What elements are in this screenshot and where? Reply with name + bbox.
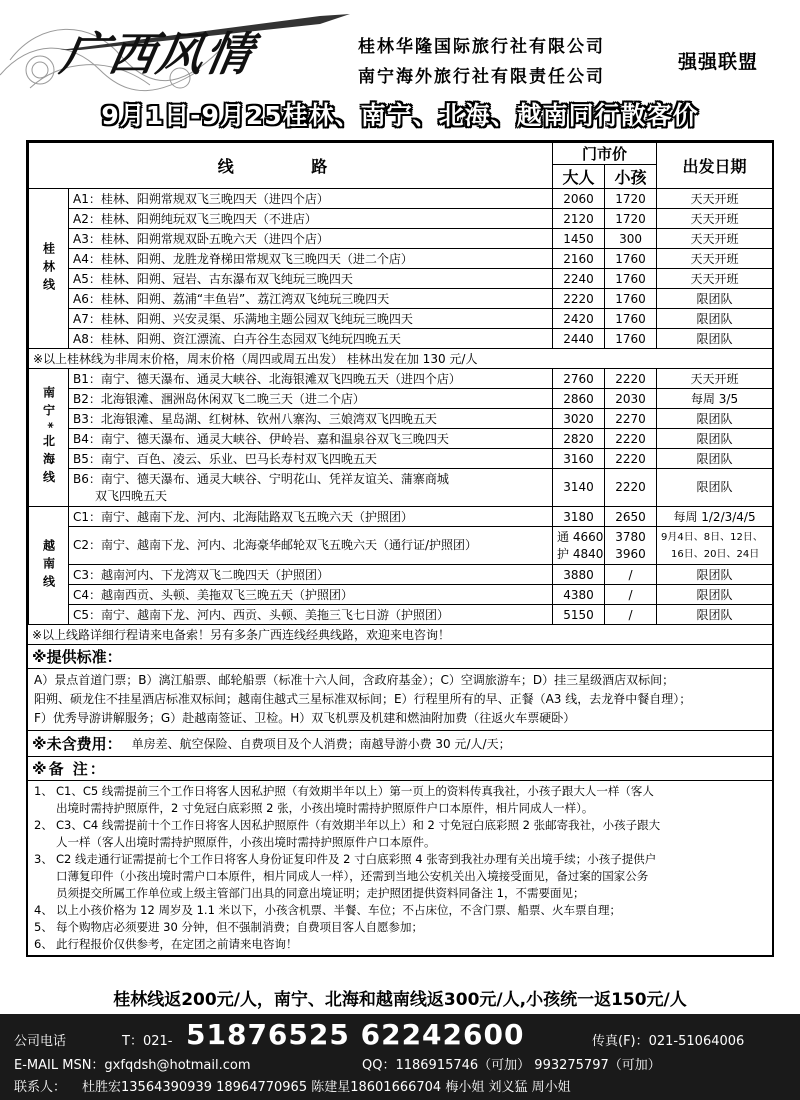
child-price	[605, 507, 657, 527]
child-price-value: 2220	[615, 480, 646, 494]
child-price	[605, 189, 657, 209]
route-cell	[69, 189, 553, 209]
child-price	[605, 369, 657, 389]
phone-label: 公司电话	[14, 1034, 67, 1049]
table-row	[29, 605, 773, 625]
child-price	[605, 249, 657, 269]
route-cell	[69, 507, 553, 527]
table-row	[29, 209, 773, 229]
child-price-value: 2030	[615, 391, 646, 406]
route-cell	[69, 565, 553, 585]
col-date-header: 出发日期	[657, 143, 773, 189]
departure-date-value: 限团队	[696, 568, 733, 582]
adult-price	[553, 527, 605, 565]
alliance-label: 强强联盟	[678, 51, 759, 73]
table-row	[29, 409, 773, 429]
route-name: A5：桂林、阳朔、冠岩、古东瀑布双飞纯玩三晚四天	[73, 272, 353, 286]
route-name: A2：桂林、阳朔纯玩双飞三晚四天（不进店）	[73, 212, 317, 226]
remark-line: C3、C4 线需提前十个工作日将客人因私护照原件（有效期半年以上）和 2 寸免冠白底彩照 2 张邮寄我社，小孩子跟大	[56, 818, 661, 832]
departure-date	[657, 449, 773, 469]
child-price	[605, 389, 657, 409]
rebate-banner: 桂林线返200元/人，南宁、北海和越南线返300元/人,小孩统一返150元/人	[113, 990, 687, 1010]
departure-date	[657, 469, 773, 507]
child-price	[605, 269, 657, 289]
departure-date	[657, 209, 773, 229]
departure-date-value: 9月4日、8日、12日、	[661, 531, 763, 543]
child-price-value: 1760	[615, 251, 646, 266]
child-price	[605, 527, 657, 565]
remark-line: 员须提交所属工作单位或上级主管部门出具的同意出境证明；走护照团提供资料同备注 1，不需要面见；	[56, 886, 585, 900]
departure-date-value: 天天开班	[690, 252, 739, 266]
remark-number: 2、	[34, 818, 53, 832]
adult-price	[553, 209, 605, 229]
adult-price-value: 4380	[563, 587, 594, 602]
contact-label: 联系人：	[14, 1080, 67, 1095]
table-row	[29, 249, 773, 269]
departure-date	[657, 527, 773, 565]
child-price-value: 1760	[615, 291, 646, 306]
adult-price	[553, 605, 605, 625]
route-name: B4：南宁、德天瀑布、通灵大峡谷、伊岭岩、嘉和温泉谷双飞三晚四天	[73, 432, 449, 446]
excluded-section	[28, 731, 772, 757]
adult-price-value: 3180	[563, 509, 594, 524]
email: E-MAIL MSN：gxfqdsh@hotmail.com	[14, 1058, 251, 1073]
remark-number: 5、	[34, 920, 53, 934]
route-name: C3：越南河内、下龙湾双飞二晚四天（护照团）	[73, 568, 330, 582]
departure-date-value: 限团队	[696, 332, 733, 346]
table-row	[29, 565, 773, 585]
route-cell	[69, 369, 553, 389]
adult-price	[553, 269, 605, 289]
child-price	[605, 469, 657, 507]
table-row	[29, 527, 773, 565]
route-name: A1：桂林、阳朔常规双飞三晚四天（进四个店）	[73, 192, 329, 206]
departure-date-value: 限团队	[696, 452, 733, 466]
route-cell	[69, 449, 553, 469]
route-cell	[69, 209, 553, 229]
departure-date-value: 限团队	[696, 608, 733, 622]
adult-price-value: 2860	[563, 391, 594, 406]
table-row	[29, 449, 773, 469]
table-row	[29, 189, 773, 209]
group-label: 桂林线	[29, 189, 69, 349]
adult-price	[553, 565, 605, 585]
remark-item	[28, 919, 772, 936]
route-cell	[69, 585, 553, 605]
route-name: C1：南宁、越南下龙、河内、北海陆路双飞五晚六天（护照团）	[73, 510, 414, 524]
route-cell	[69, 249, 553, 269]
child-price-value: 1760	[615, 271, 646, 286]
adult-price	[553, 289, 605, 309]
child-price	[605, 309, 657, 329]
remark-line: C1、C5 线需提前三个工作日将客人因私护照（有效期半年以上）第一页上的资料传真我社，小孩子跟大人一样（客人	[56, 784, 654, 798]
route-name: B3：北海银滩、星岛湖、红树林、钦州八寨沟、三娘湾双飞四晚五天	[73, 412, 437, 426]
adult-price	[553, 409, 605, 429]
child-price-value: 300	[619, 231, 642, 246]
remark-number: 6、	[34, 937, 53, 951]
route-name: B6：南宁、德天瀑布、通灵大峡谷、宁明花山、凭祥友谊关、蒲寨商城	[73, 471, 449, 486]
fax-number: 传真(F)：021-51064006	[592, 1034, 745, 1049]
adult-price	[553, 389, 605, 409]
footer	[0, 1014, 800, 1100]
child-price-value: 3780	[615, 529, 646, 544]
adult-price-value: 5150	[563, 607, 594, 622]
table-row	[29, 229, 773, 249]
table-row	[29, 329, 773, 349]
departure-date	[657, 605, 773, 625]
brand-logo: 广西风情	[56, 27, 259, 81]
adult-price	[553, 469, 605, 507]
adult-price-value: 2820	[563, 431, 594, 446]
route-cell	[69, 605, 553, 625]
adult-price-value: 2060	[563, 191, 594, 206]
route-cell	[69, 329, 553, 349]
departure-date-value: 每周 1/2/3/4/5	[673, 510, 756, 524]
remark-line: C2 线走通行证需提前七个工作日将客人身份证复印件及 2 寸白底彩照 4 张寄到我社办理有关出境手续；小孩子提供户	[56, 852, 657, 866]
child-price	[605, 289, 657, 309]
header	[0, 0, 800, 92]
table-row	[29, 369, 773, 389]
child-price-value: 1760	[615, 311, 646, 326]
remark-item	[28, 783, 772, 817]
child-price-value: 2650	[615, 509, 646, 524]
child-price-value: /	[628, 607, 633, 622]
table-row	[29, 389, 773, 409]
excluded-text: 单房差、航空保险、自费项目及个人消费；南越导游小费 30 元/人/天；	[131, 737, 511, 751]
route-cell	[69, 309, 553, 329]
adult-price	[553, 429, 605, 449]
company-name-1: 桂林华隆国际旅行社有限公司	[358, 37, 605, 57]
adult-price	[553, 369, 605, 389]
group-label: 越南线	[29, 507, 69, 625]
departure-date	[657, 389, 773, 409]
route-cell	[69, 409, 553, 429]
remark-line: 人一样（客人出境时需持护照原件，小孩出境时需持护照原件户口本原件。	[56, 835, 436, 849]
child-price	[605, 409, 657, 429]
remark-number: 4、	[34, 903, 53, 917]
child-price	[605, 449, 657, 469]
remark-line: 以上小孩价格为 12 周岁及 1.1 米以下，小孩含机票、半餐、车位；不占床位，不含门票、船票、火车票自理；	[56, 903, 622, 917]
company-name-2: 南宁海外旅行社有限责任公司	[358, 67, 605, 87]
adult-price-value: 1450	[563, 231, 594, 246]
route-name: B1：南宁、德天瀑布、通灵大峡谷、北海银滩双飞四晚五天（进四个店）	[73, 372, 461, 386]
adult-price-value: 3160	[563, 451, 594, 466]
departure-date-value: 限团队	[696, 292, 733, 306]
child-price	[605, 229, 657, 249]
standard-body	[28, 669, 772, 731]
standard-line: 阳朔、硕龙住不挂星酒店标准双标间；越南住越式三星标准双标间；E）行程里所有的早、正餐（A3 线，去龙脊中餐自理）；	[34, 692, 692, 706]
departure-date	[657, 409, 773, 429]
remark-item	[28, 902, 772, 919]
departure-date	[657, 229, 773, 249]
departure-date-value: 限团队	[696, 312, 733, 326]
route-table	[28, 142, 773, 625]
route-cell	[69, 269, 553, 289]
remark-line: 此行程报价仅供参考，在定团之前请来电咨询！	[56, 937, 298, 951]
standard-line: F）优秀导游讲解服务；G）赴越南签证、卫检。H）双飞机票及机建和燃油附加费（往返火车票硬卧）	[34, 711, 576, 725]
route-name: C2：南宁、越南下龙、河内、北海豪华邮轮双飞五晚六天（通行证/护照团）	[73, 538, 478, 552]
adult-price	[553, 249, 605, 269]
departure-date-value: 限团队	[696, 588, 733, 602]
route-cell	[69, 229, 553, 249]
note-all-routes: ※以上线路详细行程请来电备索！另有多条广西连线经典线路，欢迎来电咨询！	[28, 625, 772, 645]
child-price	[605, 429, 657, 449]
child-price-value: /	[628, 587, 633, 602]
route-name: B5：南宁、百色、凌云、乐业、巴马长寿村双飞四晚五天	[73, 452, 377, 466]
adult-price-value: 2440	[563, 331, 594, 346]
route-name: A6：桂林、阳朔、荔浦“丰鱼岩”、荔江湾双飞纯玩三晚四天	[73, 292, 390, 306]
departure-date	[657, 329, 773, 349]
col-route-header: 线 路	[29, 143, 553, 189]
adult-price-value: 3140	[563, 480, 594, 494]
remark-number: 1、	[34, 784, 53, 798]
child-price-value: 1720	[615, 191, 646, 206]
departure-date-value: 限团队	[696, 432, 733, 446]
remark-line: 口薄复印件（小孩出境时需户口本原件，相片同成人一样），还需到当地公安机关出入境接受面见，备过案的国家公务	[56, 869, 649, 883]
departure-date	[657, 269, 773, 289]
route-name: C4：越南西贡、头顿、美拖双飞三晚五天（护照团）	[73, 588, 354, 602]
adult-price	[553, 309, 605, 329]
phone-numbers: 51876525 62242600	[186, 1018, 525, 1051]
adult-price	[553, 189, 605, 209]
departure-date	[657, 189, 773, 209]
departure-date-value: 天天开班	[690, 192, 739, 206]
departure-date-value: 天天开班	[690, 232, 739, 246]
standard-line: A）景点首道门票；B）漓江船票、邮轮船票（标准十六人间，含政府基金）；C）空调旅游车；D）挂三星级酒店双标间；	[34, 673, 675, 687]
route-name-cont: 双飞四晚五天	[95, 488, 168, 503]
remark-line: 每个购物店必须要进 30 分钟，但不强制消费；自费项目客人自愿参加；	[56, 920, 423, 934]
child-price	[605, 605, 657, 625]
adult-price-value: 2220	[563, 291, 594, 306]
adult-price	[553, 449, 605, 469]
remark-item	[28, 851, 772, 902]
departure-date	[657, 249, 773, 269]
route-name: A4：桂林、阳朔、龙胜龙脊梯田常规双飞三晚四天（进二个店）	[73, 252, 413, 266]
table-row	[29, 585, 773, 605]
adult-price	[553, 329, 605, 349]
price-sheet	[26, 140, 774, 957]
adult-price	[553, 229, 605, 249]
route-cell	[69, 389, 553, 409]
table-row	[29, 309, 773, 329]
phone-prefix: T：021-	[122, 1034, 173, 1049]
departure-date-value: 16日、20日、24日	[671, 548, 760, 560]
departure-date-value: 天天开班	[690, 272, 739, 286]
child-price-value: 2220	[615, 451, 646, 466]
departure-date	[657, 507, 773, 527]
departure-date	[657, 585, 773, 605]
departure-date	[657, 309, 773, 329]
departure-date	[657, 289, 773, 309]
child-price-value: 1720	[615, 211, 646, 226]
departure-date-value: 每周 3/5	[690, 392, 739, 406]
remark-line: 出境时需持护照原件，2 寸免冠白底彩照 2 张，小孩出境时需持护照原件户口本原件，相片同成人一样）。	[56, 801, 594, 815]
child-price	[605, 585, 657, 605]
note-row	[29, 349, 773, 369]
child-price-value: 1760	[615, 331, 646, 346]
adult-price-value: 2160	[563, 251, 594, 266]
route-cell	[69, 429, 553, 449]
table-row	[29, 429, 773, 449]
route-cell	[69, 289, 553, 309]
departure-date-value: 限团队	[696, 412, 733, 426]
child-price	[605, 209, 657, 229]
route-name: C5：南宁、越南下龙、河内、西贡、头顿、美拖三飞七日游（护照团）	[73, 608, 450, 622]
route-name: A3：桂林、阳朔常规双卧五晚六天（进四个店）	[73, 232, 329, 246]
departure-date	[657, 565, 773, 585]
route-name: A8：桂林、阳朔、资江漂流、白卉谷生态园双飞纯玩四晚五天	[73, 332, 401, 346]
departure-date	[657, 369, 773, 389]
adult-price-value: 3020	[563, 411, 594, 426]
table-row	[29, 507, 773, 527]
departure-date-value: 天天开班	[690, 372, 739, 386]
child-price-value: 2220	[615, 371, 646, 386]
adult-price-value: 护 4840	[557, 546, 604, 561]
col-adult-header: 大人	[553, 165, 605, 189]
departure-date-value: 限团队	[696, 480, 733, 494]
table-row	[29, 269, 773, 289]
child-price-value: 2270	[615, 411, 646, 426]
adult-price	[553, 585, 605, 605]
remark-number: 3、	[34, 852, 53, 866]
group-label: 南宁*北海线	[29, 369, 69, 507]
route-name: A7：桂林、阳朔、兴安灵渠、乐满地主题公园双飞纯玩三晚四天	[73, 312, 413, 326]
child-price-value: 3960	[615, 546, 646, 561]
adult-price-value: 通 4660	[557, 529, 604, 544]
adult-price-value: 2120	[563, 211, 594, 226]
adult-price-value: 2420	[563, 311, 594, 326]
route-name: B2：北海银滩、涠洲岛休闲双飞二晚三天（进二个店）	[73, 392, 365, 406]
excluded-heading: ※未含费用：	[32, 735, 122, 753]
child-price	[605, 565, 657, 585]
contacts: 杜胜宏13564390939 18964770965 陈建星18601666704 梅小姐 刘义猛 周小姐	[82, 1080, 571, 1095]
adult-price-value: 2760	[563, 371, 594, 386]
child-price	[605, 329, 657, 349]
qq-numbers: QQ：1186915746（可加） 993275797（可加）	[362, 1058, 661, 1073]
adult-price	[553, 507, 605, 527]
remark-item	[28, 817, 772, 851]
adult-price-value: 3880	[563, 567, 594, 582]
departure-date-value: 天天开班	[690, 212, 739, 226]
adult-price-value: 2240	[563, 271, 594, 286]
page-title: 9月1日-9月25桂林、南宁、北海、越南同行散客价	[101, 101, 699, 130]
table-row	[29, 289, 773, 309]
remarks-body	[28, 781, 772, 955]
table-row	[29, 469, 773, 507]
route-cell	[69, 527, 553, 565]
child-price-value: /	[628, 567, 633, 582]
col-price-header: 门市价	[553, 143, 657, 165]
route-cell	[69, 469, 553, 507]
standard-heading: ※提供标准：	[28, 645, 772, 669]
departure-date	[657, 429, 773, 449]
remark-item	[28, 936, 772, 953]
col-child-header: 小孩	[605, 165, 657, 189]
remarks-heading: ※备 注：	[28, 757, 772, 781]
note-guilin-weekend: ※以上桂林线为非周末价格，周末价格（周四或周五出发） 桂林出发在加 130 元/人	[29, 349, 773, 369]
child-price-value: 2220	[615, 431, 646, 446]
